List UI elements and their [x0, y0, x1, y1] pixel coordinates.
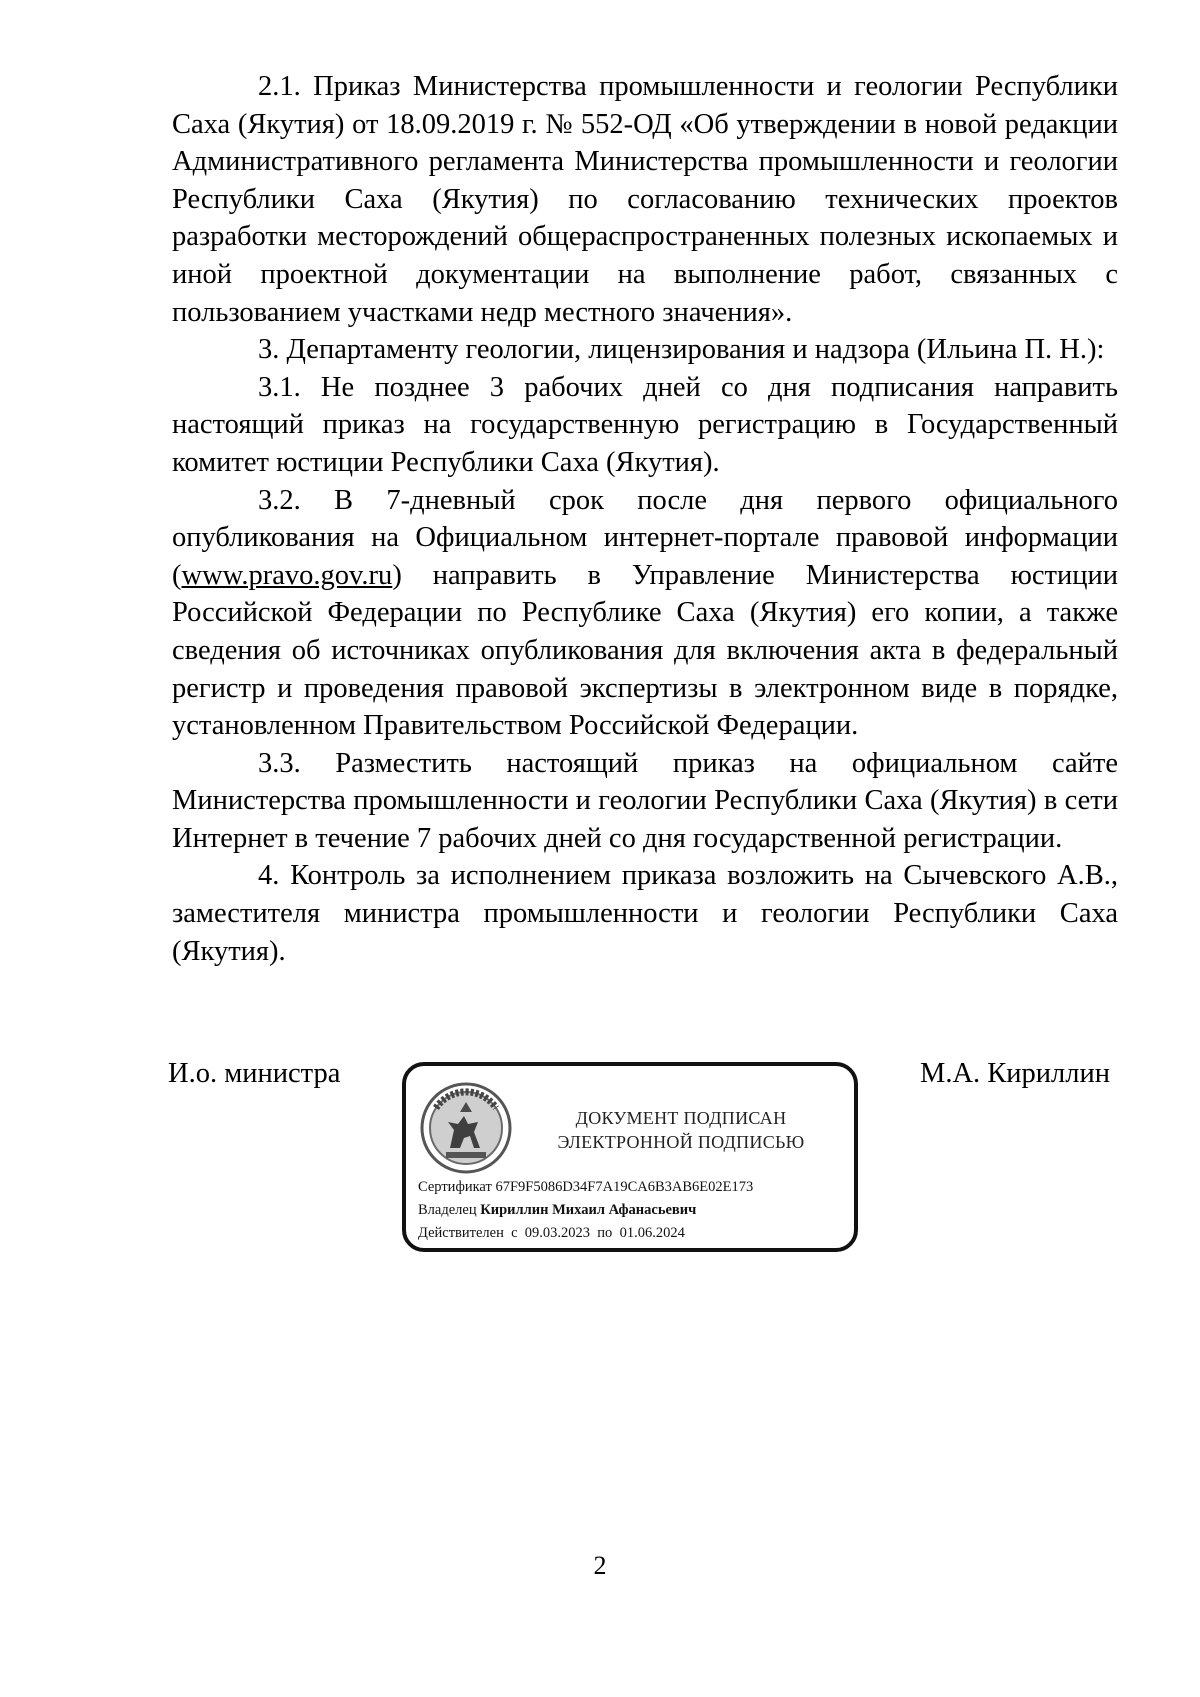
document-body: [172, 68, 1118, 970]
owner-label: Владелец: [418, 1202, 477, 1218]
valid-from-label: с: [511, 1225, 518, 1241]
paragraph-2-1: 2.1. Приказ Министерства промышленности и геологии Республики Саха (Якутия) от 18.09.2019 г. № 552-ОД «Об утверждении в новой редакции Административного регламента Министерства промышленности и геологии Республики Саха (Якутия) по согласованию технических проектов разработки месторождений общераспространенных полезных ископаемых и иной проектной документации на выполнение работ, связанных с пользованием участками недр местного значения».: [172, 71, 1118, 328]
page-number: 2: [593, 1551, 607, 1580]
paragraph-4: 4. Контроль за исполнением приказа возложить на Сычевского А.В., заместителя министра промышленности и геологии Республики Саха (Якутия).: [172, 860, 1118, 967]
signatory-position: И.о. министра: [168, 1058, 341, 1089]
paragraph-3-2-text-before: 3.2. В 7-дневный срок после дня первого официального опубликования на Официальном интернет-портале правовой информации (: [172, 484, 1118, 591]
paragraph-3-3: 3.3. Разместить настоящий приказ на официальном сайте Министерства промышленности и геологии Республики Саха (Якутия) в сети Интернет в течение 7 рабочих дней со дня государственной регистрации.: [172, 747, 1118, 854]
paragraph-3-1: 3.1. Не позднее 3 рабочих дней со дня подписания направить настоящий приказ на государственную регистрацию в Государственный комитет юстиции Республики Саха (Якутия).: [172, 371, 1118, 478]
stamp-title-line-2: ЭЛЕКТРОННОЙ ПОДПИСЬЮ: [557, 1132, 805, 1152]
electronic-signature-stamp: [402, 1062, 858, 1252]
certificate-label: Сертификат: [418, 1179, 492, 1195]
paragraph-3-2: [172, 482, 1118, 745]
paragraph-3-2-text-after: ) направить в Управление Министерства юстиции Российской Федерации по Республике Саха (Якутия) его копии, а также сведения об источниках опубликования для включения акта в федеральный регистр и проведения правовой экспертизы в электронном виде в порядке, установленном Правительством Российской Федерации.: [172, 559, 1118, 742]
valid-from-date: 09.03.2023: [524, 1225, 591, 1241]
pravo-link[interactable]: www.pravo.gov.ru: [181, 559, 393, 591]
paragraph-3: 3. Департаменту геологии, лицензирования и надзора (Ильина П. Н.):: [258, 334, 1105, 366]
certificate-line: [418, 1176, 848, 1199]
validity-line: [418, 1222, 848, 1245]
valid-label: Действителен: [418, 1225, 504, 1241]
valid-to-label: по: [597, 1225, 613, 1241]
stamp-details: [418, 1176, 848, 1245]
stamp-title: [518, 1106, 844, 1154]
valid-to-date: 01.06.2024: [619, 1225, 685, 1241]
certificate-number: 67F9F5086D34F7A19CA6B3AB6E02E173: [495, 1179, 754, 1195]
signatory-name: М.А. Кириллин: [920, 1058, 1111, 1089]
stamp-title-line-1: ДОКУМЕНТ ПОДПИСАН: [575, 1108, 787, 1128]
owner-name: Кириллин Михаил Афанасьевич: [480, 1202, 697, 1218]
coat-of-arms-icon: [420, 1082, 512, 1174]
owner-line: [418, 1199, 848, 1222]
